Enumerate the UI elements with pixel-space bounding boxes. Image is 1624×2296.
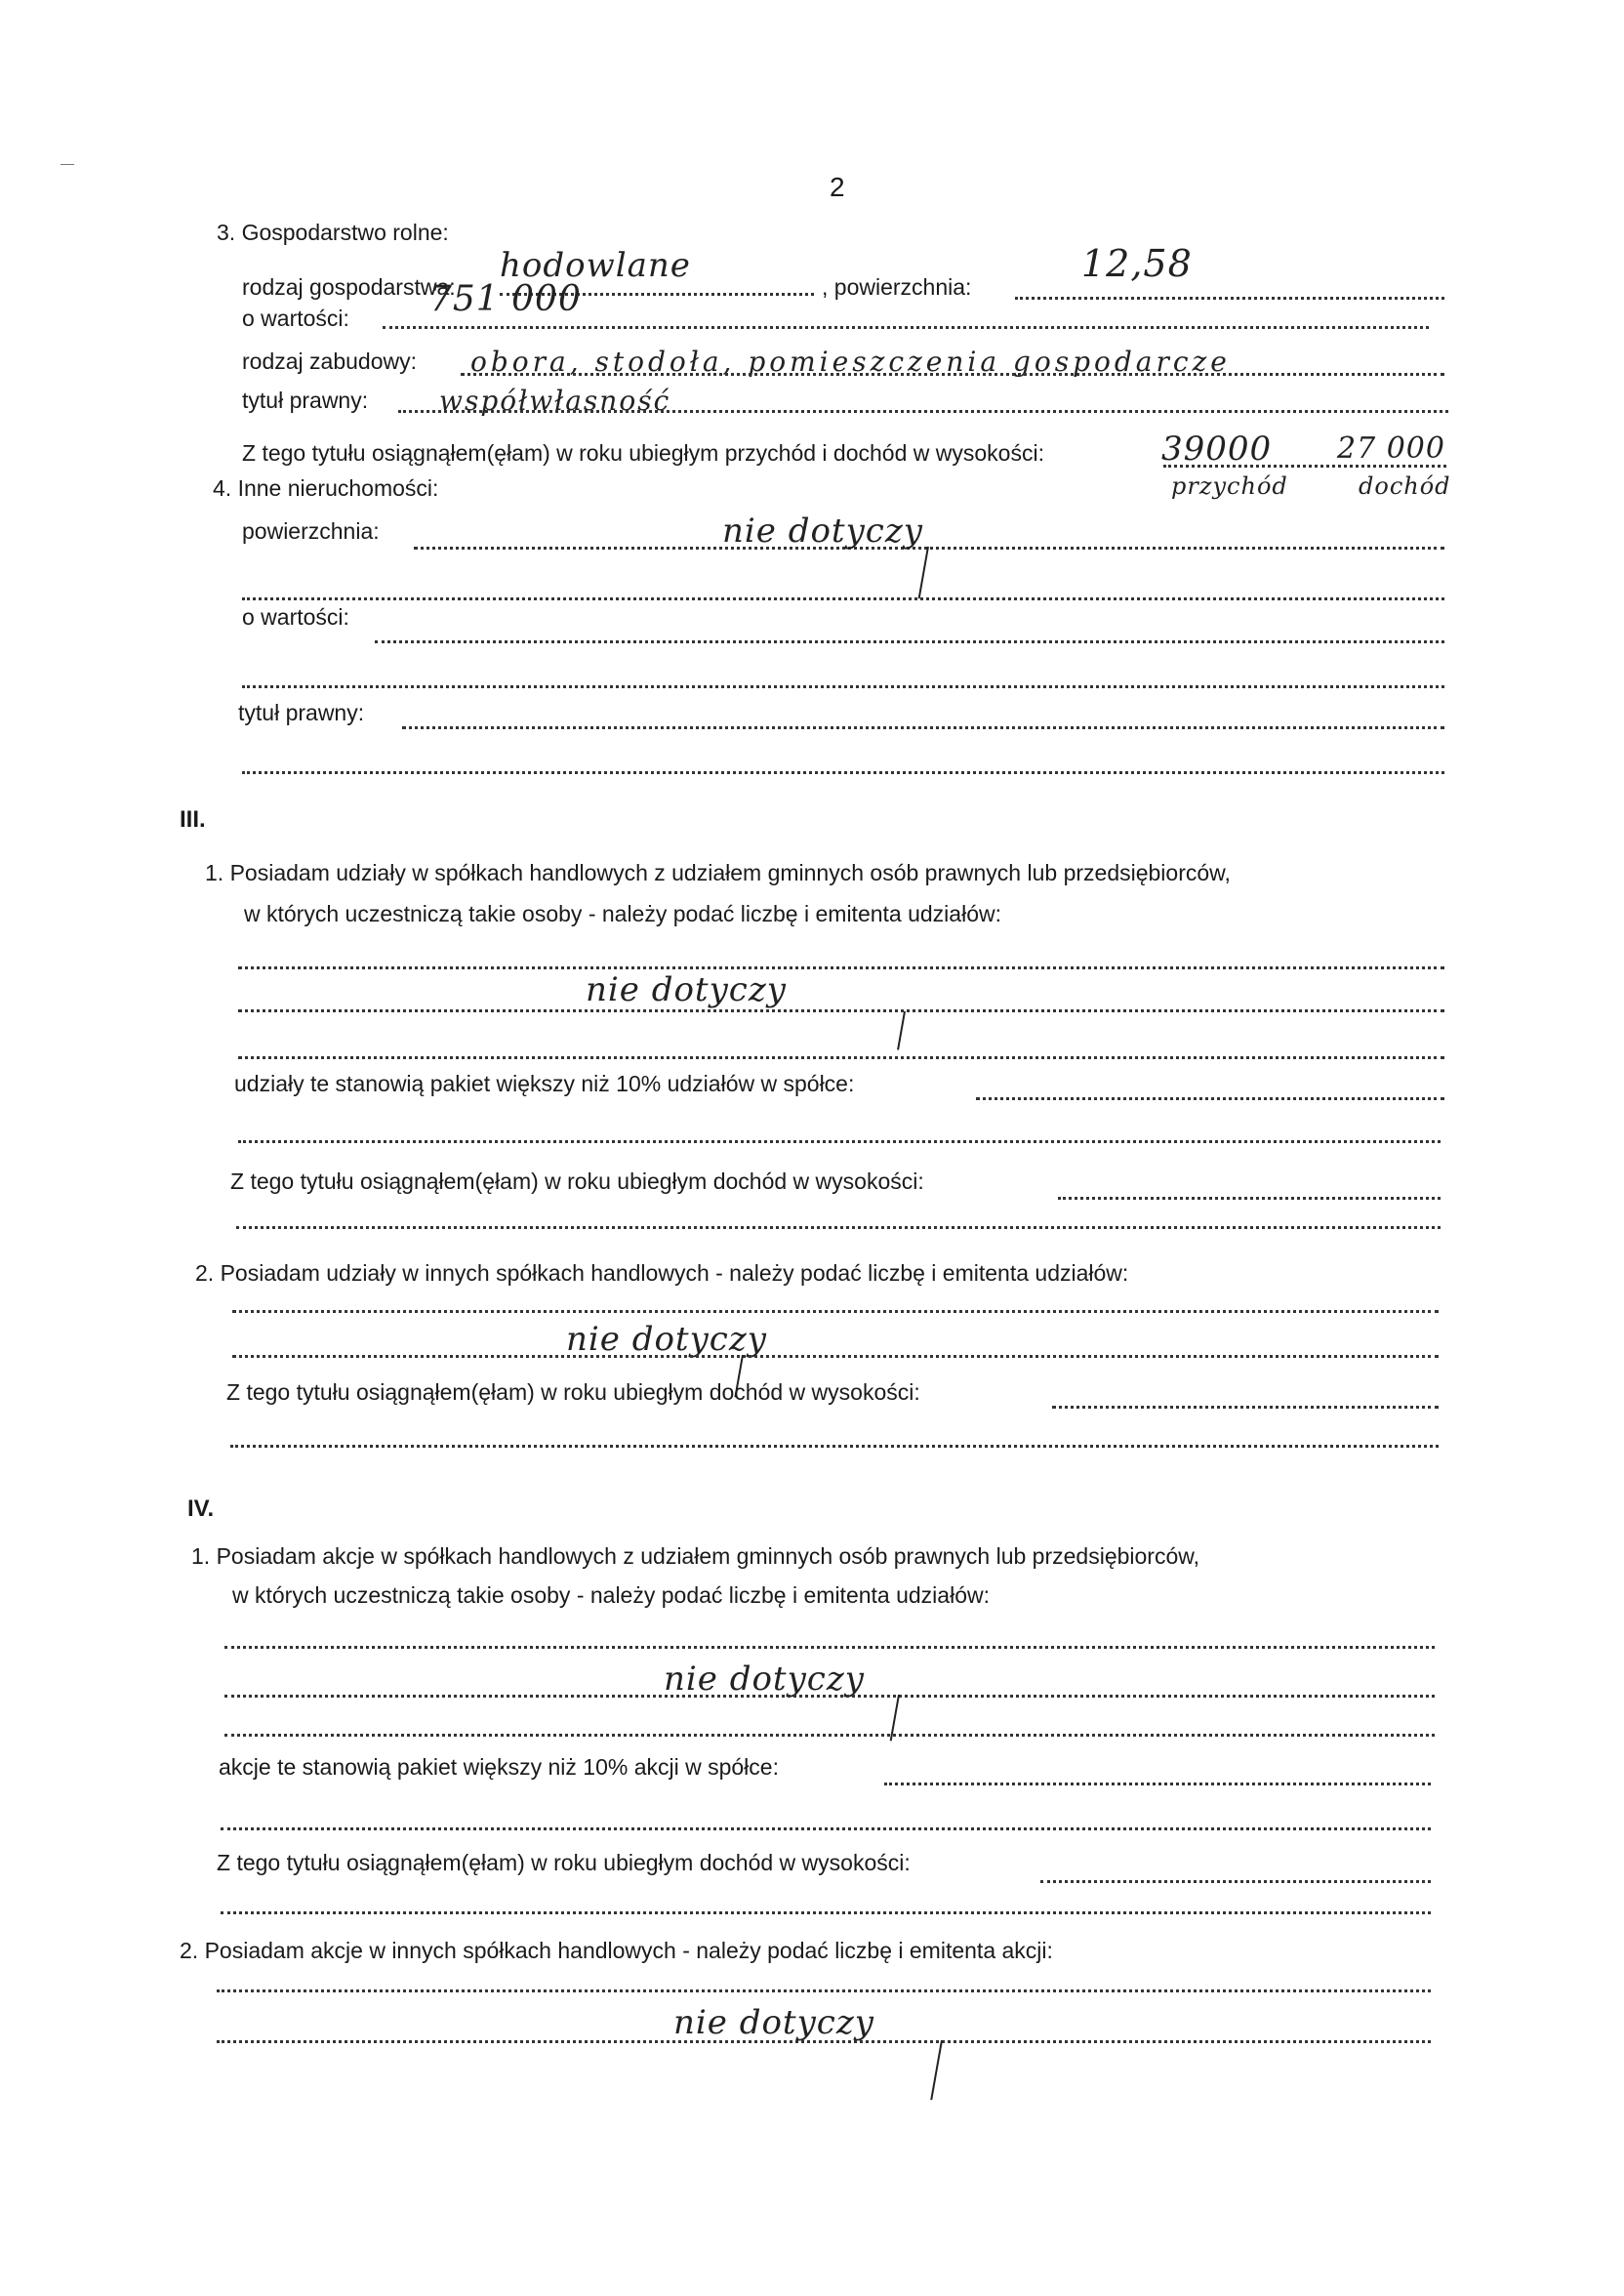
stock-municipal-income-label: Z tego tytułu osiągnąłem(ęłam) w roku ubiegłym dochód w wysokości:	[217, 1850, 911, 1875]
farm-title-value: współwłasność	[439, 385, 671, 417]
section4-heading: 4. Inne nieruchomości:	[213, 475, 439, 501]
stock-municipal-dotted-line-3	[224, 1734, 1435, 1739]
scan-margin-mark	[61, 164, 74, 165]
section-III-heading: III.	[180, 806, 206, 833]
farm-buildings-value: obora, stodoła, pomieszczenia gospodarcze	[470, 346, 1231, 378]
farm-title-label: tytuł prawny:	[242, 388, 369, 413]
stock-municipal-line2: w których uczestniczą takie osoby - należy podać liczbę i emitenta udziałów:	[232, 1582, 990, 1608]
farm-buildings-dotted-line	[461, 373, 1444, 378]
shares-other-dotted-line-2	[232, 1355, 1439, 1360]
farm-value-value: 751 000	[429, 279, 582, 319]
shares-municipal-pen-stroke	[897, 1011, 906, 1050]
shares-municipal-dotted-line-1	[238, 966, 1444, 971]
shares-municipal-line2: w których uczestniczą takie osoby - należy podać liczbę i emitenta udziałów:	[244, 901, 1001, 926]
shares-municipal-value: nie dotyczy	[586, 970, 787, 1009]
farm-income-revenue: 39000	[1161, 430, 1273, 469]
stock-municipal-income-dotted-line	[1040, 1880, 1431, 1885]
farm-area-dotted-line	[1015, 297, 1444, 302]
stock-municipal-line1: 1. Posiadam akcje w spółkach handlowych z udziałem gminnych osób prawnych lub przedsiębiorców,	[191, 1543, 1199, 1569]
stock-municipal-pct-label: akcje te stanowią pakiet większy niż 10% akcji w spółce:	[219, 1754, 779, 1780]
farm-value-dotted-line	[383, 326, 1429, 331]
shares-other-income-label: Z tego tytułu osiągnąłem(ęłam) w roku ubiegłym dochód w wysokości:	[226, 1379, 920, 1405]
stock-other-pen-stroke	[930, 2040, 943, 2100]
farm-title-dotted-line	[398, 410, 1448, 415]
stock-municipal-pct-dotted-line	[884, 1783, 1431, 1787]
other-title-dotted-line-2	[242, 771, 1444, 776]
farm-income-profit: 27 000	[1337, 431, 1445, 466]
shares-municipal-income-dotted-line	[1058, 1197, 1441, 1202]
stock-municipal-dotted-line-1	[224, 1646, 1435, 1651]
farm-income-profit-note: dochód	[1359, 472, 1451, 500]
stock-other-value: nie dotyczy	[673, 2003, 874, 2042]
stock-municipal-pct-dotted-line-2	[221, 1827, 1431, 1832]
stock-other-line1: 2. Posiadam akcje w innych spółkach handlowych - należy podać liczbę i emitenta akcji:	[180, 1938, 1053, 1963]
other-title-label: tytuł prawny:	[238, 700, 365, 725]
farm-income-label: Z tego tytułu osiągnąłem(ęłam) w roku ubiegłym przychód i dochód w wysokości:	[242, 440, 1044, 466]
stock-municipal-dotted-line-2	[224, 1695, 1435, 1700]
shares-municipal-pct-label: udziały te stanowią pakiet większy niż 10% udziałów w spółce:	[234, 1071, 855, 1096]
shares-other-line1: 2. Posiadam udziały w innych spółkach handlowych - należy podać liczbę i emitenta udziałów:	[195, 1260, 1129, 1286]
stock-other-dotted-line-1	[217, 1989, 1431, 1994]
farm-income-dotted-line	[1163, 465, 1446, 470]
other-value-dotted-line	[375, 640, 1444, 645]
shares-other-value: nie dotyczy	[566, 1320, 767, 1359]
stock-municipal-value: nie dotyczy	[664, 1660, 865, 1699]
shares-municipal-pct-dotted-line-2	[238, 1140, 1441, 1145]
other-value-label: o wartości:	[242, 604, 349, 630]
other-area-label: powierzchnia:	[242, 518, 380, 544]
shares-other-income-dotted-line	[1052, 1406, 1439, 1411]
farm-type-value: hodowlane	[500, 246, 691, 285]
shares-other-income-dotted-line-2	[230, 1445, 1439, 1450]
other-area-dotted-line	[414, 547, 1444, 552]
other-area-pen-stroke	[918, 547, 929, 599]
stock-other-dotted-line-2	[217, 2040, 1431, 2045]
farm-area-label: , powierzchnia:	[822, 274, 972, 300]
shares-municipal-dotted-line-3	[238, 1056, 1444, 1061]
page-number: 2	[830, 172, 845, 202]
shares-municipal-income-dotted-line-2	[236, 1226, 1441, 1231]
shares-municipal-pct-dotted-line	[976, 1097, 1444, 1102]
farm-type-label: rodzaj gospodarstwa:	[242, 274, 456, 300]
shares-municipal-dotted-line-2	[238, 1009, 1444, 1014]
section-IV-heading: IV.	[187, 1496, 215, 1522]
shares-other-dotted-line-1	[232, 1310, 1439, 1315]
other-value-dotted-line-2	[242, 685, 1444, 690]
farm-buildings-label: rodzaj zabudowy:	[242, 348, 417, 374]
section3-heading: 3. Gospodarstwo rolne:	[217, 220, 449, 245]
other-area-dotted-line-2	[242, 597, 1444, 602]
farm-income-revenue-note: przychód	[1171, 472, 1288, 500]
farm-value-label: o wartości:	[242, 306, 349, 331]
other-title-dotted-line	[402, 726, 1444, 731]
shares-municipal-income-label: Z tego tytułu osiągnąłem(ęłam) w roku ubiegłym dochód w wysokości:	[230, 1168, 924, 1194]
shares-municipal-line1: 1. Posiadam udziały w spółkach handlowych z udziałem gminnych osób prawnych lub przedsiębiorców,	[205, 860, 1231, 885]
other-area-value: nie dotyczy	[722, 512, 923, 551]
stock-municipal-income-dotted-line-2	[221, 1911, 1431, 1916]
farm-area-value: 12,58	[1081, 242, 1193, 285]
